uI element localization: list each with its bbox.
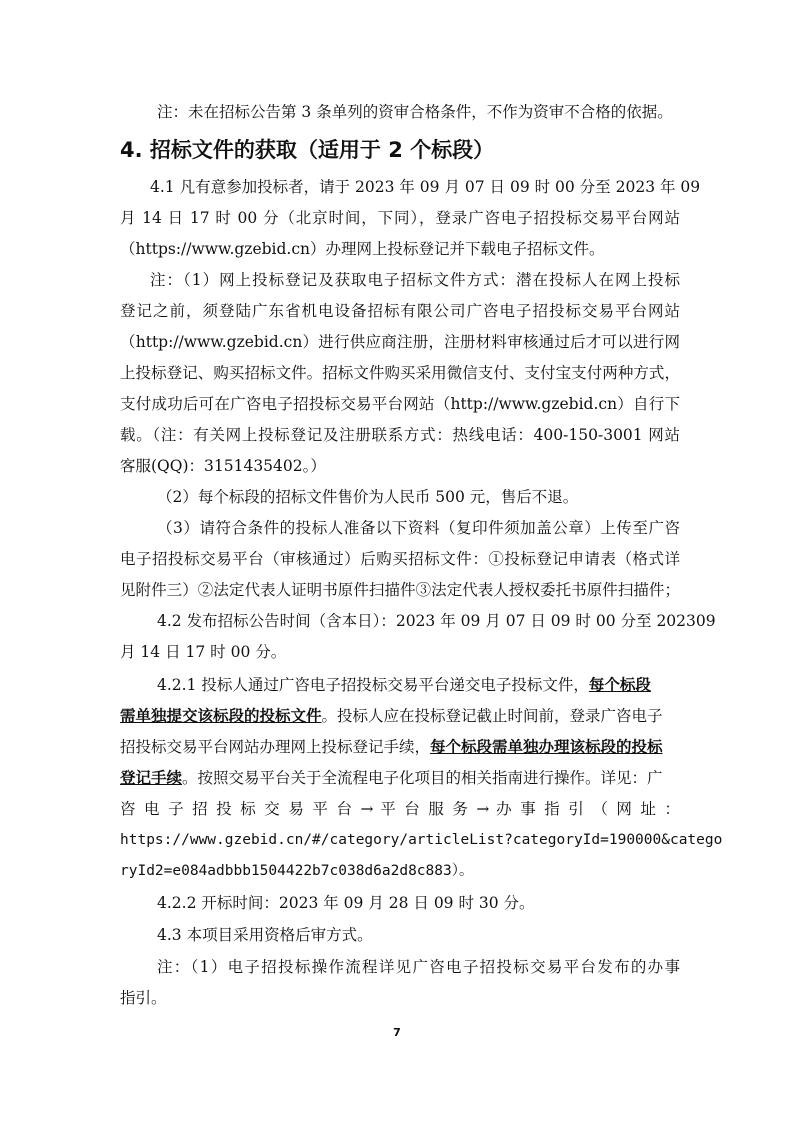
para-4-2-line1: 4.2 发布招标公告时间（含本日）：2023 年 09 月 07 日 09 时 00 分至 202309	[157, 612, 716, 630]
note3-line2: 电子招投标交易平台（审核通过）后购买招标文件：①投标登记申请表（格式详	[120, 550, 680, 568]
note3-line3: 见附件三）②法定代表人证明书原件扫描件③法定代表人授权委托书原件扫描件；	[120, 581, 680, 599]
para-4-2-2: 4.2.2 开标时间：2023 年 09 月 28 日 09 时 30 分。	[157, 894, 535, 912]
url-line1: https://www.gzebid.cn/#/category/articleList?categoryId=190000&catego	[120, 832, 723, 848]
para-4-2-1-line4	[120, 768, 680, 788]
para-4-3: 4.3 本项目采用资格后审方式。	[157, 926, 373, 944]
para-4-1-line2: 月 14 日 17 时 00 分（北京时间，下同），登录广咨电子招投标交易平台网站	[120, 209, 680, 227]
emphasis-each-lot: 每个标段	[588, 675, 651, 694]
para-4-2-1-text: 。按照交易平台关于全流程电子化项目的相关指南进行操作。详见：广	[182, 769, 663, 787]
note3-line1: （3）请符合条件的投标人准备以下资料（复印件须加盖公章）上传至广咨	[157, 519, 680, 537]
para-4-2-1-text: 。投标人应在投标登记截止时间前，登录广咨电子	[321, 707, 663, 725]
note-qualification: 注：未在招标公告第 3 条单列的资审合格条件，不作为资审不合格的依据。	[157, 103, 673, 121]
note1-line5: 支付成功后可在广咨电子招投标交易平台网站（http://www.gzebid.cn）自行下	[120, 395, 680, 413]
para-4-2-1-text: 4.2.1 投标人通过广咨电子招投标交易平台递交电子投标文件，	[157, 676, 589, 694]
emphasis-submit-separately: 需单独提交该标段的投标文件	[120, 706, 322, 725]
section-heading: 4. 招标文件的获取（适用于 2 个标段）	[120, 138, 495, 162]
note1-line6: 载。（注：有关网上投标登记及注册联系方式：热线电话：400-150-3001 网站	[120, 426, 680, 444]
note43-line2: 指引。	[120, 989, 167, 1007]
para-4-2-1-line5: 咨 电 子 招 投 标 交 易 平 台 → 平 台 服 务 → 办 事 指 引 （ 网 址 ：	[120, 800, 680, 818]
para-4-2-1-line3	[120, 737, 680, 757]
note1-line3: （http://www.gzebid.cn）进行供应商注册，注册材料审核通过后才可以进行网	[120, 333, 680, 351]
note1-line7: 客服(QQ)：3151435402。）	[120, 457, 326, 475]
para-4-1-line1: 4.1 凡有意参加投标者，请于 2023 年 09 月 07 日 09 时 00 分至 2023 年 09	[150, 178, 701, 196]
emphasis-register-separately: 每个标段需单独办理该标段的投标	[430, 737, 663, 756]
note1-line1: 注：（1）网上投标登记及获取电子招标文件方式：潜在投标人在网上投标	[150, 271, 680, 289]
para-4-2-1-line2	[120, 706, 680, 726]
emphasis-register-procedure: 登记手续	[120, 768, 183, 787]
note1-line4: 上投标登记、购买招标文件。招标文件购买采用微信支付、支付宝支付两种方式，	[120, 364, 680, 382]
para-4-1-line3: （https://www.gzebid.cn）办理网上投标登记并下载电子招标文件。	[120, 240, 605, 258]
note1-line2: 登记之前，须登陆广东省机电设备招标有限公司广咨电子招投标交易平台网站	[120, 302, 680, 320]
para-4-2-1-text: 招投标交易平台网站办理网上投标登记手续，	[120, 738, 431, 756]
para-4-2-line2: 月 14 日 17 时 00 分。	[120, 643, 287, 661]
page-number: 7	[393, 1026, 401, 1039]
para-4-2-1-line1	[157, 675, 680, 695]
note43-line1: 注：（1）电子招投标操作流程详见广咨电子招投标交易平台发布的办事	[157, 958, 680, 976]
note2: （2）每个标段的招标文件售价为人民币 500 元，售后不退。	[157, 488, 579, 506]
url-line2: ryId2=e084adbbb1504422b7c038d6a2d8c883）。	[120, 863, 474, 879]
